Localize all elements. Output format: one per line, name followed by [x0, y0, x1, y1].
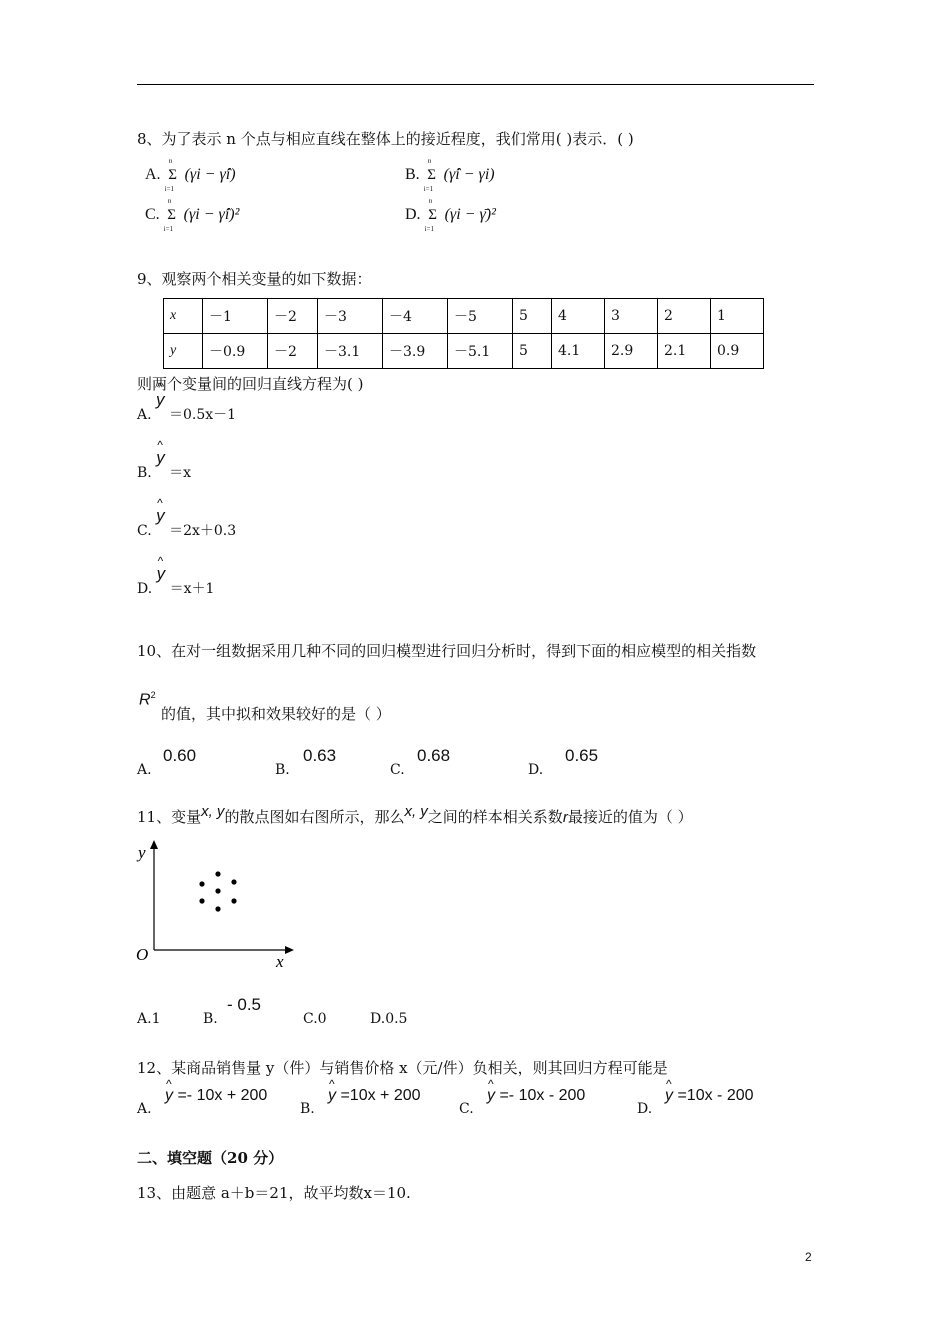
- q11-stem-b: 的散点图如右图所示，那么: [224, 808, 405, 826]
- q11-r-symbol: r: [562, 809, 568, 826]
- q12-option-a-label: A.: [137, 1101, 152, 1117]
- sigma-icon: Σ n i=1: [163, 196, 177, 233]
- q10-stem: 10、在对一组数据采用几种不同的回归模型进行回归分析时，得到下面的相应模型的相关指数: [137, 642, 757, 660]
- table-cell: －3.9: [383, 334, 448, 369]
- q8-option-c-expr: (γi − γ̂i)²: [183, 206, 240, 223]
- table-cell: 2: [658, 299, 711, 334]
- q8-option-b-label: B.: [405, 166, 420, 183]
- table-cell: －2: [268, 334, 318, 369]
- option-label: B.: [137, 465, 152, 481]
- q8-option-a-expr: (γi − γ̂i): [184, 166, 236, 183]
- q10-option-a-label: A.: [137, 762, 152, 778]
- q11-stem-a: 11、变量: [137, 808, 202, 826]
- q12-option-d-label: D.: [637, 1101, 653, 1117]
- option-expr: ＝0.5x－1: [168, 407, 237, 423]
- scatter-point: [231, 879, 236, 884]
- r-squared-symbol: [139, 690, 156, 709]
- table-cell: 2.1: [658, 334, 711, 369]
- q12-option-b-expr: [328, 1087, 421, 1105]
- y-hat-symbol: ^ y: [156, 506, 165, 526]
- option-label: C.: [137, 523, 152, 539]
- q12-option-b-label: B.: [300, 1101, 315, 1117]
- q10-option-d-value: 0.65: [565, 746, 599, 765]
- q11-vars-2: x, y: [404, 803, 428, 820]
- table-cell: 5: [513, 299, 552, 334]
- q12-stem: 12、某商品销售量 y（件）与销售价格 x（元/件）负相关，则其回归方程可能是: [137, 1059, 668, 1077]
- sigma-icon: Σ n i=1: [164, 156, 177, 193]
- section-2-title: 二、填空题（20 分）: [137, 1149, 284, 1167]
- scatter-point: [199, 898, 204, 903]
- q9-option-d: [137, 564, 215, 598]
- option-value: 0: [317, 1011, 327, 1027]
- q8-option-d-label: D.: [405, 206, 421, 223]
- q11-option-c: [303, 1011, 327, 1027]
- q10-option-a-value: 0.60: [163, 746, 197, 765]
- q11-option-b-label: B.: [203, 1011, 218, 1027]
- option-expr: =10x + 200: [340, 1087, 421, 1104]
- scatter-point: [231, 898, 236, 903]
- q9-stem: 9、观察两个相关变量的如下数据：: [137, 270, 372, 288]
- origin-label: O: [136, 945, 149, 964]
- table-header-y: y: [164, 334, 203, 369]
- scatter-point: [215, 888, 220, 893]
- r-symbol: R: [139, 691, 151, 709]
- q10-option-c-label: C.: [390, 762, 405, 778]
- table-cell: －4: [383, 299, 448, 334]
- sigma-icon: Σ n i=1: [423, 156, 437, 193]
- q8-option-d: [405, 196, 496, 233]
- table-header-x: x: [164, 299, 203, 334]
- option-expr: ＝2x＋0.3: [169, 523, 237, 539]
- y-hat-symbol: ^ y: [156, 390, 165, 410]
- scatter-plot-figure: [130, 838, 310, 973]
- table-cell: 5: [513, 334, 552, 369]
- option-expr: =- 10x - 200: [499, 1087, 586, 1104]
- q8-option-c: [145, 196, 240, 233]
- y-axis-arrow-icon: [150, 840, 158, 849]
- q8-option-c-label: C.: [145, 206, 160, 223]
- option-label: A.: [137, 1011, 152, 1027]
- option-expr: =- 10x + 200: [177, 1087, 268, 1104]
- r-exponent: 2: [150, 690, 156, 700]
- header-rule: [137, 84, 814, 85]
- option-value: 1: [151, 1011, 161, 1027]
- y-hat-symbol: ^ y: [665, 1087, 673, 1105]
- q10-stem-2: 的值，其中拟和效果较好的是（ ）: [161, 705, 391, 723]
- y-hat-symbol: ^ y: [157, 564, 166, 584]
- q10-option-d-label: D.: [528, 762, 544, 778]
- q8-option-a-label: A.: [145, 166, 161, 183]
- q11-option-a: [137, 1011, 160, 1027]
- q9-option-b: [137, 448, 192, 482]
- q9-option-a: [137, 390, 237, 424]
- q8-option-b: [405, 156, 495, 193]
- table-cell: 4.1: [552, 334, 605, 369]
- scatter-point: [199, 881, 204, 886]
- sigma-icon: Σ n i=1: [424, 196, 437, 233]
- x-axis-label: x: [276, 952, 284, 971]
- table-row: [164, 299, 764, 334]
- option-expr: ＝x: [169, 465, 192, 481]
- option-label: A.: [137, 407, 152, 423]
- q8-option-d-expr: (γi − γ̄)²: [444, 206, 496, 223]
- q8-option-b-expr: (γ̂i − γi): [443, 166, 495, 183]
- table-cell: －3: [318, 299, 383, 334]
- scatter-point: [215, 871, 220, 876]
- q10-option-b-label: B.: [275, 762, 290, 778]
- q11-option-d: [370, 1011, 407, 1027]
- page-number: 2: [805, 1250, 812, 1264]
- q8-stem: 8、为了表示 n 个点与相应直线在整体上的接近程度，我们常用( )表示．( ): [137, 130, 634, 148]
- table-cell: －5.1: [448, 334, 513, 369]
- table-cell: 2.9: [605, 334, 658, 369]
- q12-option-c-label: C.: [459, 1101, 474, 1117]
- y-hat-symbol: ^ y: [487, 1087, 495, 1105]
- q9-option-c: [137, 506, 237, 540]
- table-cell: 4: [552, 299, 605, 334]
- q12-option-a-expr: [165, 1087, 267, 1105]
- table-cell: －0.9: [203, 334, 268, 369]
- q9-question: 则两个变量间的回归直线方程为( ): [137, 375, 364, 393]
- option-expr: ＝x＋1: [169, 581, 215, 597]
- q12-option-c-expr: [487, 1087, 585, 1105]
- option-label: C.: [303, 1011, 318, 1027]
- table-cell: 0.9: [711, 334, 764, 369]
- q10-option-c-value: 0.68: [417, 746, 451, 765]
- option-label: D.: [137, 581, 153, 597]
- q11-option-b-value: - 0.5: [227, 995, 262, 1014]
- table-cell: －1: [203, 299, 268, 334]
- option-label: D.: [370, 1011, 386, 1027]
- table-cell: 1: [711, 299, 764, 334]
- table-cell: －5: [448, 299, 513, 334]
- q11-stem: [137, 803, 693, 827]
- y-hat-symbol: ^ y: [328, 1087, 336, 1105]
- q11-vars-1: x, y: [201, 803, 225, 820]
- q13-text: 13、由题意 a＋b＝21，故平均数x＝10.: [137, 1184, 411, 1202]
- table-cell: －2: [268, 299, 318, 334]
- table-cell: －3.1: [318, 334, 383, 369]
- table-cell: 3: [605, 299, 658, 334]
- q10-option-b-value: 0.63: [303, 746, 337, 765]
- y-hat-symbol: ^ y: [165, 1087, 173, 1105]
- x-axis-arrow-icon: [285, 946, 294, 954]
- q11-stem-c: 之间的样本相关系数: [427, 808, 563, 826]
- scatter-point: [215, 906, 220, 911]
- option-value: 0.5: [385, 1011, 408, 1027]
- q12-option-d-expr: [665, 1087, 754, 1105]
- q9-data-table: [163, 298, 764, 369]
- q11-stem-d: 最接近的值为（ ）: [567, 808, 693, 826]
- y-axis-label: y: [138, 843, 146, 862]
- option-expr: =10x - 200: [677, 1087, 754, 1104]
- table-row: [164, 334, 764, 369]
- y-hat-symbol: ^ y: [156, 448, 165, 468]
- q8-option-a: [145, 156, 236, 193]
